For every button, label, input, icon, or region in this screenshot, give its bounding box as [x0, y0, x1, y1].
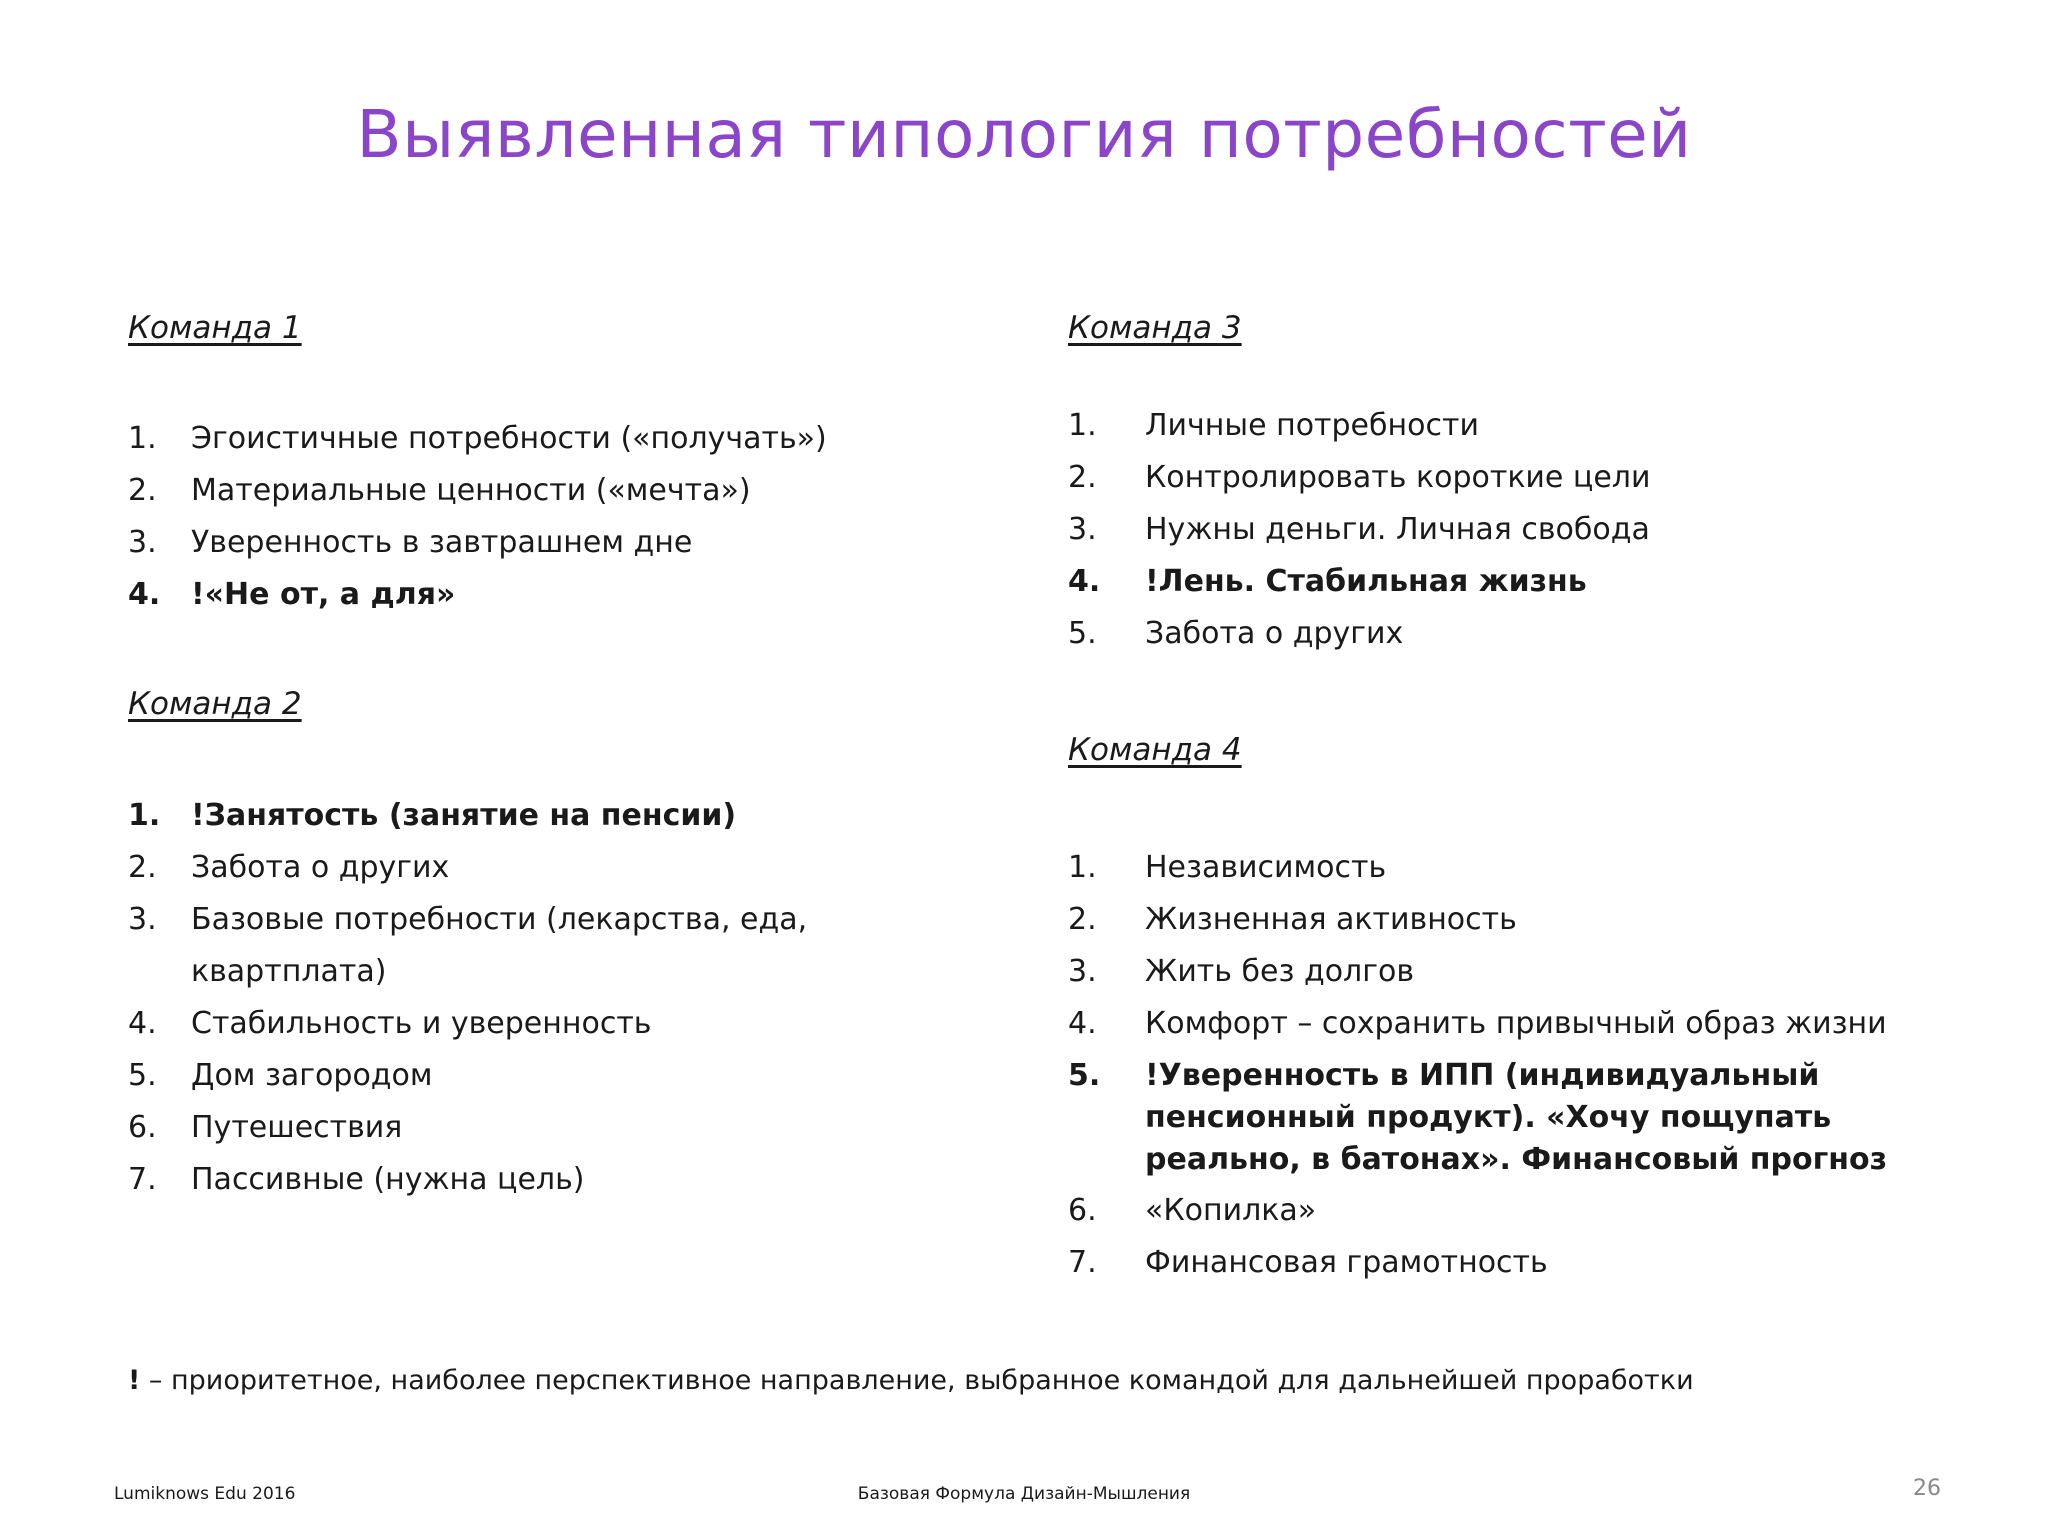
item-number: 3.: [1068, 512, 1097, 547]
team-3-item: [1068, 452, 1988, 504]
item-number: 3.: [128, 525, 157, 560]
team-3-heading: Команда 3: [1068, 310, 1242, 346]
item-number: 1.: [128, 798, 161, 833]
team-2-item: [128, 1154, 1008, 1206]
item-number: 7.: [1068, 1245, 1097, 1280]
team-2-item: [128, 842, 1008, 894]
item-number: 2.: [1068, 902, 1097, 937]
team-3-item: [1068, 556, 1988, 608]
team-1-item: [128, 465, 1008, 517]
item-number: 1.: [1068, 850, 1097, 885]
item-text: «Копилка»: [1145, 1193, 1317, 1228]
item-text: Комфорт – сохранить привычный образ жизни: [1145, 1006, 1887, 1041]
item-number: 5.: [1068, 616, 1097, 651]
item-text: Забота о других: [1145, 616, 1404, 651]
item-text: Эгоистичные потребности («получать»): [191, 421, 827, 456]
item-number: 1.: [128, 421, 157, 456]
footer-course-title: Базовая Формула Дизайн-Мышления: [857, 1484, 1191, 1504]
item-number: 4.: [128, 1006, 157, 1041]
item-text: Финансовая грамотность: [1145, 1245, 1548, 1280]
item-number: 6.: [1068, 1193, 1097, 1228]
team-4-item: [1068, 946, 1988, 998]
team-4-item: [1068, 894, 1988, 946]
item-number: 7.: [128, 1162, 157, 1197]
team-4-heading: Команда 4: [1068, 732, 1242, 768]
item-text: Жить без долгов: [1145, 954, 1415, 989]
item-number: 5.: [1068, 1058, 1101, 1093]
team-2-item: [128, 1050, 1008, 1102]
item-number: 4.: [1068, 1006, 1097, 1041]
item-text: Жизненная активность: [1145, 902, 1517, 937]
team-4-item: [1068, 842, 1988, 894]
team-1-item: [128, 517, 1008, 569]
priority-mark: !: [128, 1365, 141, 1396]
footnote-text: – приоритетное, наиболее перспективное направление, выбранное командой для дальнейшей проработки: [140, 1365, 1694, 1396]
team-1-heading: Команда 1: [128, 310, 302, 346]
item-number: 2.: [1068, 460, 1097, 495]
team-4-item: [1068, 998, 1988, 1050]
team-1-list: [128, 413, 1008, 621]
item-number: 2.: [128, 850, 157, 885]
item-text: !Уверенность в ИПП (индивидуальный пенсионный продукт). «Хочу пощупать реально, в батонах». Финансовый прогноз: [1145, 1058, 1888, 1177]
item-text: !Занятость (занятие на пенсии): [191, 798, 737, 833]
team-3-list: [1068, 400, 1988, 660]
item-text: Уверенность в завтрашнем дне: [191, 525, 693, 560]
priority-footnote: [128, 1365, 1694, 1396]
team-4-item: [1068, 1237, 1988, 1289]
team-2-list: [128, 790, 1008, 1206]
item-number: 6.: [128, 1110, 157, 1145]
item-number: 3.: [128, 902, 157, 937]
item-text: Забота о других: [191, 850, 450, 885]
team-3-item: [1068, 400, 1988, 452]
item-number: 3.: [1068, 954, 1097, 989]
item-number: 5.: [128, 1058, 157, 1093]
item-text: Стабильность и уверенность: [191, 1006, 652, 1041]
item-text: Независимость: [1145, 850, 1387, 885]
team-2-item: [128, 998, 1008, 1050]
item-text: !Лень. Стабильная жизнь: [1145, 564, 1587, 599]
item-text: !«Не от, а для»: [191, 577, 456, 612]
item-text: Нужны деньги. Личная свобода: [1145, 512, 1650, 547]
item-text: Контролировать короткие цели: [1145, 460, 1651, 495]
item-text: Базовые потребности (лекарства, еда, квартплата): [191, 902, 808, 989]
item-text: Пассивные (нужна цель): [191, 1162, 585, 1197]
footer-brand: Lumiknows Edu 2016: [114, 1484, 296, 1504]
team-1-item: [128, 413, 1008, 465]
team-2-item: [128, 790, 1008, 842]
team-4-item: [1068, 1050, 1988, 1185]
item-text: Путешествия: [191, 1110, 403, 1145]
item-text: Материальные ценности («мечта»): [191, 473, 751, 508]
item-text: Дом загородом: [191, 1058, 433, 1093]
item-text: Личные потребности: [1145, 408, 1479, 443]
team-4-item: [1068, 1185, 1988, 1237]
team-2-item: [128, 1102, 1008, 1154]
item-number: 1.: [1068, 408, 1097, 443]
team-3-item: [1068, 504, 1988, 556]
team-2-item: [128, 894, 1008, 998]
team-2-heading: Команда 2: [128, 686, 302, 722]
page-number: 26: [1913, 1476, 1941, 1501]
item-number: 4.: [128, 577, 161, 612]
team-4-list: [1068, 842, 1988, 1289]
team-3-item: [1068, 608, 1988, 660]
item-number: 4.: [1068, 564, 1101, 599]
item-number: 2.: [128, 473, 157, 508]
slide-title: Выявленная типология потребностей: [356, 96, 1692, 173]
team-1-item: [128, 569, 1008, 621]
